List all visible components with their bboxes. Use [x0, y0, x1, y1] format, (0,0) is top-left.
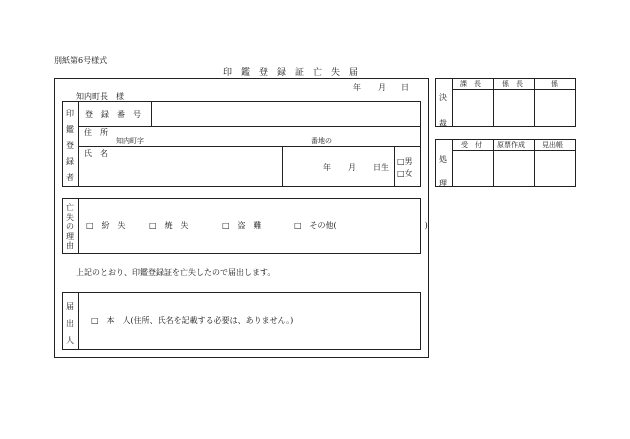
- reason-stolen[interactable]: □ 盗 難: [222, 221, 262, 230]
- approval-label: 決裁: [439, 93, 447, 128]
- birth-month: 月: [348, 163, 356, 172]
- approval-header-staff: 係: [551, 80, 558, 88]
- sex-female-checkbox[interactable]: □女: [397, 169, 413, 178]
- statement: 上記のとおり、印鑑登録証を亡失したので届出します。: [76, 268, 276, 277]
- address-label: 住 所: [84, 128, 108, 137]
- form-number: 別紙第6号様式: [54, 56, 108, 65]
- date-year: 年: [353, 83, 361, 92]
- reason-lost[interactable]: □ 紛 失: [86, 221, 126, 230]
- page-title: 印 鑑 登 録 証 亡 失 届: [223, 68, 359, 78]
- address-town: 知内町字: [116, 137, 144, 145]
- date-day: 日: [401, 83, 409, 92]
- processing-label: 処理: [439, 155, 447, 188]
- reason-burned[interactable]: □ 焼 失: [149, 221, 189, 230]
- addressee: 知内町長 様: [76, 92, 124, 101]
- processing-header-index: 見出帳: [542, 141, 563, 149]
- notifier-self-checkbox[interactable]: □ 本 人(住所、氏名を記載する必要は、ありません。): [91, 316, 294, 325]
- processing-header-original: 原票作成: [497, 141, 525, 149]
- address-lot: 番地の: [311, 137, 332, 145]
- approval-header-subsection-chief: 係 長: [502, 80, 523, 88]
- registrant-label: 印鑑登録者: [66, 109, 74, 182]
- sex-male-checkbox[interactable]: □男: [397, 157, 413, 166]
- date-month: 月: [378, 83, 386, 92]
- reason-other[interactable]: □ その他( ): [294, 221, 428, 230]
- name-field[interactable]: [110, 148, 280, 184]
- notifier-label: 届出人: [66, 302, 74, 345]
- birth-day: 日生: [373, 163, 389, 172]
- name-label: 氏 名: [84, 149, 108, 158]
- reg-no-field[interactable]: [152, 102, 420, 126]
- reg-no-label: 登 録 番 号: [85, 110, 141, 119]
- birth-year: 年: [323, 163, 331, 172]
- reason-label: 亡失の理由: [66, 203, 74, 250]
- processing-header-reception: 受 付: [461, 141, 482, 149]
- approval-header-section-chief: 課 長: [460, 80, 481, 88]
- address-field[interactable]: [140, 128, 420, 146]
